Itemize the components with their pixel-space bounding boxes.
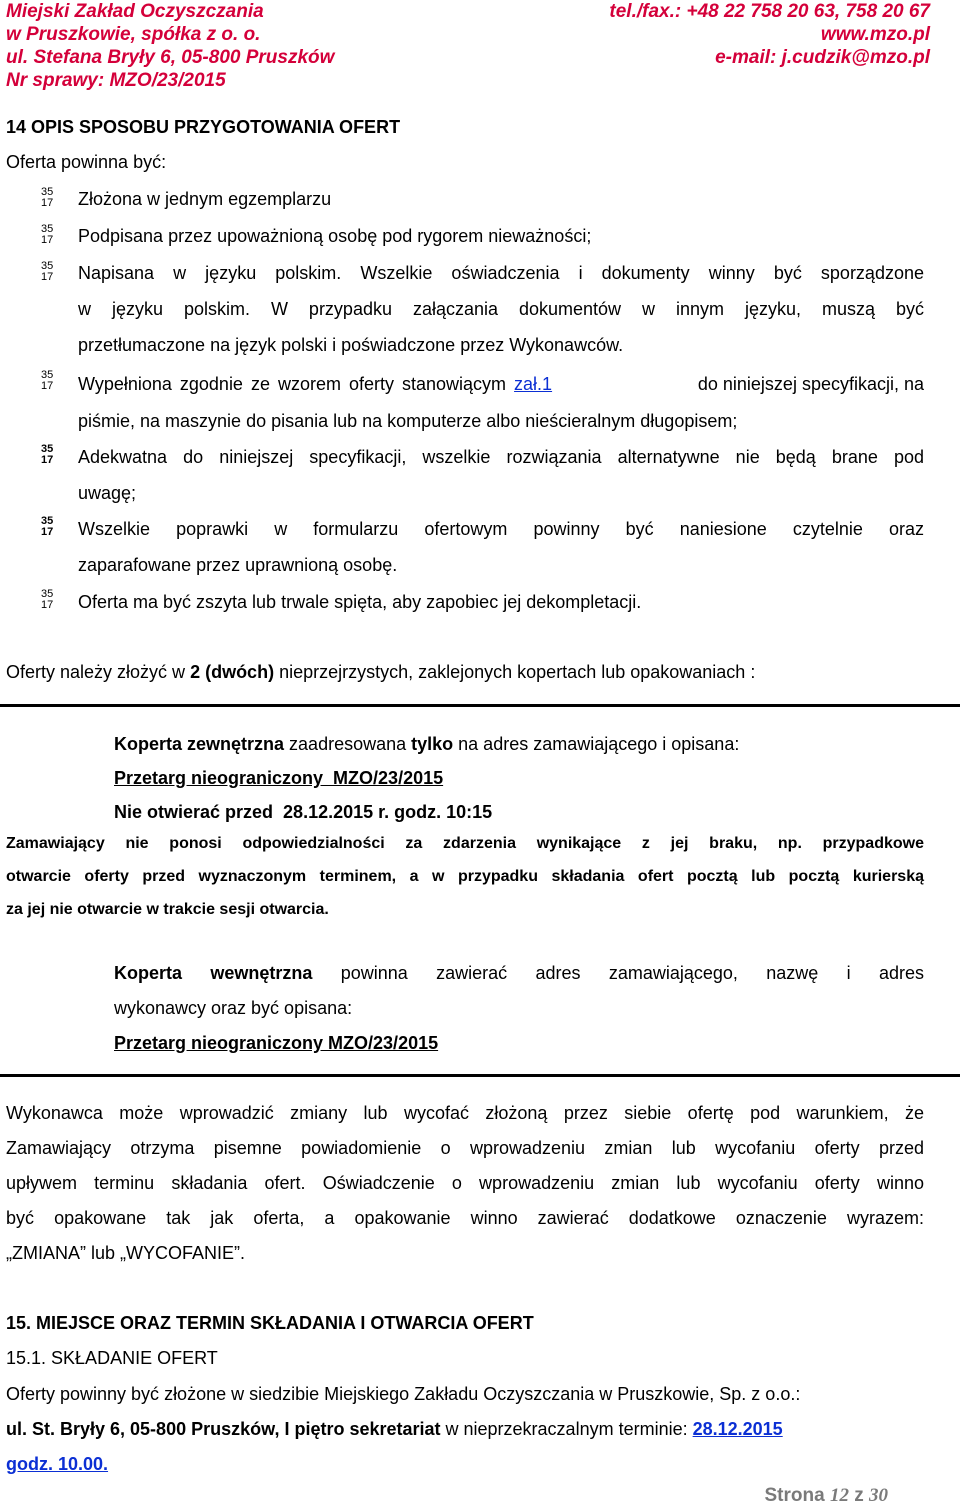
changes-paragraph-line: upływem terminu składania ofert. Oświadczenie o wprowadzeniu zmian lub wycofaniu oferty winno — [6, 1173, 924, 1193]
bullet-marker: 35 17 — [41, 515, 54, 538]
bullet-marker: 35 17 — [41, 443, 54, 466]
company-address: ul. Stefana Bryły 6, 05-800 Pruszków — [6, 47, 335, 68]
list-item-continued: zaparafowane przez uprawnioną osobę. — [78, 555, 398, 575]
list-item: Adekwatna do niniejszej specyfikacji, wszelkie rozwiązania alternatywne nie będą brane pod — [78, 447, 924, 467]
deadline-time: godz. 10.00. — [6, 1454, 109, 1474]
outer-envelope-tender: Przetarg nieograniczony MZO/23/2015 — [114, 768, 444, 788]
attachment-1-link[interactable]: zał.1 — [514, 374, 553, 394]
page-number: Strona 12 z 30 — [764, 1485, 888, 1506]
outer-envelope-desc: Koperta zewnętrzna zaadresowana tylko na adres zamawiającego i opisana: — [114, 734, 740, 754]
list-item: Napisana w języku polskim. Wszelkie oświadczenia i dokumenty winny być sporządzone — [78, 263, 924, 283]
do-not-open-notice: Nie otwierać przed 28.12.2015 r. godz. 10:15 — [114, 802, 493, 822]
bullet-marker: 35 17 — [41, 260, 54, 283]
section-14-intro: Oferta powinna być: — [6, 152, 167, 172]
email-link[interactable]: e-mail: j.cudzik@mzo.pl — [715, 47, 930, 68]
liability-line: otwarcie oferty przed wyznaczonym terminem, a w przypadku składania ofert pocztą lub pocztą kurierską — [6, 868, 924, 885]
list-item: Oferta ma być zszyta lub trwale spięta, aby zapobiec jej dekompletacji. — [78, 592, 642, 612]
section-14-title: 14 OPIS SPOSOBU PRZYGOTOWANIA OFERT — [6, 117, 401, 137]
section-15-title: 15. MIEJSCE ORAZ TERMIN SKŁADANIA I OTWARCIA OFERT — [6, 1313, 534, 1333]
list-item-continued: piśmie, na maszynie do pisania lub na komputerze albo nieścieralnym długopisem; — [78, 411, 738, 431]
deadline-date: 28.12.2015 — [692, 1419, 783, 1439]
list-item-continued: do niniejszej specyfikacji, na — [697, 374, 924, 394]
liability-line: za jej nie otwarcie w trakcie sesji otwarcia. — [6, 901, 329, 918]
case-number: Nr sprawy: MZO/23/2015 — [6, 70, 226, 91]
bullet-marker: 35 17 — [41, 369, 54, 392]
bullet-marker: 35 17 — [41, 588, 54, 611]
list-item: Podpisana przez upoważnioną osobę pod rygorem nieważności; — [78, 226, 592, 246]
submission-place: Oferty powinny być złożone w siedzibie Miejskiego Zakładu Oczyszczania w Pruszkowie, Sp. z o.o.: — [6, 1384, 801, 1404]
list-item-continued: w języku polskim. W przypadku załączania dokumentów w innym języku, muszą być — [78, 299, 924, 319]
section-15-1-subtitle: 15.1. SKŁADANIE OFERT — [6, 1348, 218, 1368]
website-link[interactable]: www.mzo.pl — [820, 24, 930, 45]
company-name-line2: w Pruszkowie, spółka z o. o. — [6, 24, 261, 45]
company-name: Miejski Zakład Oczyszczania — [6, 1, 264, 22]
inner-envelope-tender: Przetarg nieograniczony MZO/23/2015 — [114, 1033, 439, 1053]
inner-envelope-desc-continued: wykonawcy oraz być opisana: — [114, 998, 353, 1018]
submission-address: ul. St. Bryły 6, 05-800 Pruszków, I piętro sekretariat w nieprzekraczalnym terminie: 28.12.2015 — [6, 1419, 783, 1439]
changes-paragraph-line: być opakowane tak jak oferta, a opakowanie winno zawierać dodatkowe oznaczenie wyrazem: — [6, 1208, 924, 1228]
list-item: Wypełniona zgodnie ze wzorem oferty stanowiącym zał.1 — [78, 374, 553, 394]
divider — [0, 704, 960, 707]
changes-paragraph-line: Wykonawca może wprowadzić zmiany lub wycofać złożoną przez siebie ofertę pod warunkiem, że — [6, 1103, 924, 1123]
bullet-marker: 35 17 — [41, 223, 54, 246]
phone-fax: tel./fax.: +48 22 758 20 63, 758 20 67 — [609, 1, 930, 22]
bullet-marker: 35 17 — [41, 186, 54, 209]
list-item-continued: uwagę; — [78, 483, 137, 503]
inner-envelope-desc: Koperta wewnętrzna powinna zawierać adres zamawiającego, nazwę i adres — [114, 963, 924, 983]
changes-paragraph-line: Zamawiający otrzyma pisemne powiadomienie o wprowadzeniu zmian lub wycofaniu oferty przed — [6, 1138, 924, 1158]
liability-line: Zamawiający nie ponosi odpowiedzialności za zdarzenia wynikające z jej braku, np. przypadkowe — [6, 835, 924, 852]
list-item: Wszelkie poprawki w formularzu ofertowym powinny być naniesione czytelnie oraz — [78, 519, 924, 539]
list-item: Złożona w jednym egzemplarzu — [78, 189, 332, 209]
divider — [0, 1074, 960, 1077]
list-item-continued: przetłumaczone na język polski i poświadczone przez Wykonawców. — [78, 335, 624, 355]
envelopes-sentence: Oferty należy złożyć w 2 (dwóch) nieprzejrzystych, zaklejonych kopertach lub opakowaniach : — [6, 662, 756, 682]
changes-paragraph-line: „ZMIANA” lub „WYCOFANIE”. — [6, 1243, 246, 1263]
